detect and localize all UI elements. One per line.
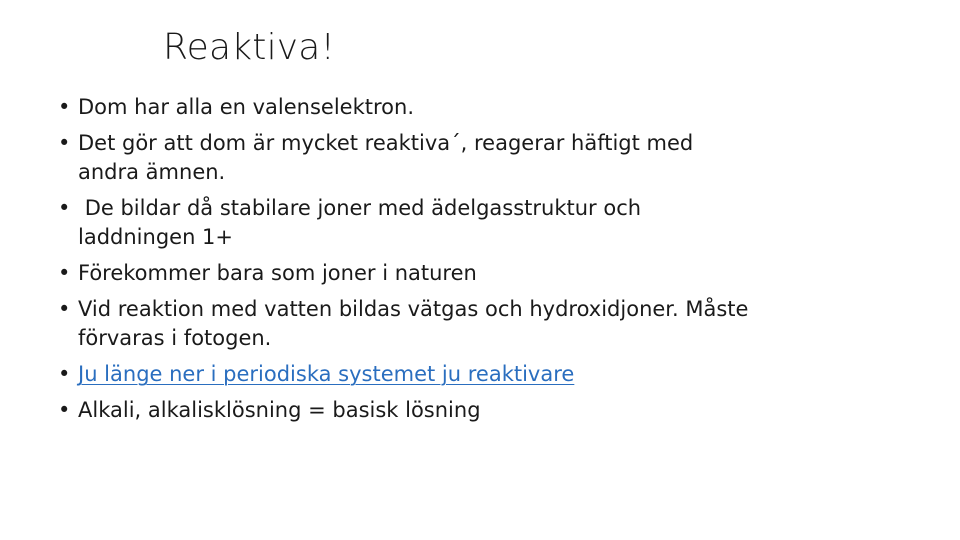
periodic-table-link[interactable]: Ju länge ner i periodiska systemet ju reaktivare: [78, 362, 575, 386]
bullet-item-link: [58, 360, 758, 389]
bullet-marker: •: [58, 261, 71, 285]
bullet-text: Alkali, alkalisklösning = basisk lösning: [78, 398, 481, 422]
bullet-item: [58, 295, 758, 353]
bullet-marker: •: [58, 398, 71, 422]
bullet-marker: •: [58, 131, 71, 155]
bullet-text: Vid reaktion med vatten bildas vätgas och hydroxidjoner. Måste förvaras i fotogen.: [78, 297, 749, 350]
slide-title: Reaktiva!: [163, 27, 336, 68]
bullet-item: [58, 194, 758, 252]
bullet-text: De bildar då stabilare joner med ädelgasstruktur och laddningen 1+: [78, 196, 648, 249]
bullet-list: [58, 93, 758, 432]
bullet-item: [58, 129, 758, 187]
bullet-marker: •: [58, 196, 71, 220]
bullet-item: [58, 396, 758, 425]
bullet-marker: •: [58, 362, 71, 386]
bullet-marker: •: [58, 95, 71, 119]
bullet-item: [58, 93, 758, 122]
bullet-text: Dom har alla en valenselektron.: [78, 95, 414, 119]
bullet-text: Det gör att dom är mycket reaktiva´, reagerar häftigt med andra ämnen.: [78, 131, 694, 184]
bullet-marker: •: [58, 297, 71, 321]
bullet-text: Förekommer bara som joner i naturen: [78, 261, 477, 285]
bullet-text: [78, 360, 758, 389]
bullet-item: [58, 259, 758, 288]
